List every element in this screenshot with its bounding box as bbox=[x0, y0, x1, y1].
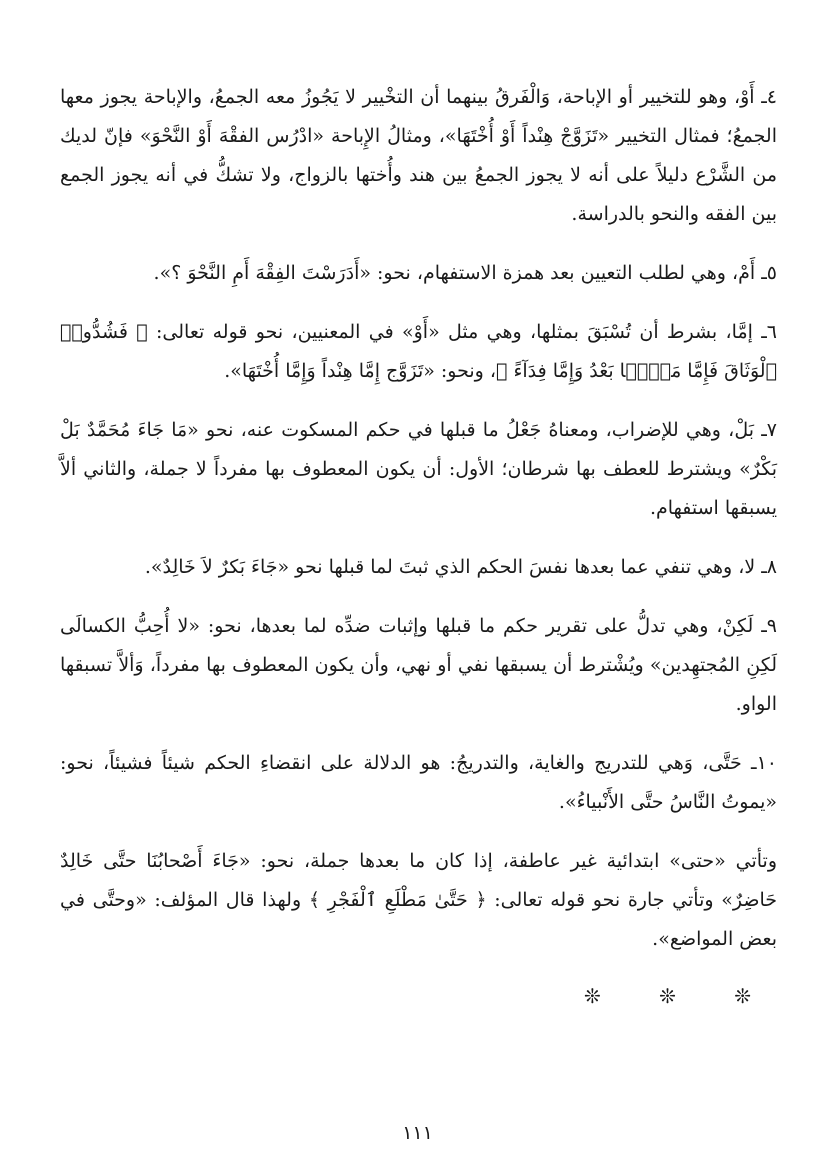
paragraph-la: ٨ـ لا، وهي تنفي عما بعدها نفسَ الحكم الذي ثبتَ لما قبلها نحو «جَاءَ بَكرٌ لاَ خَالِدٌ». bbox=[144, 556, 777, 578]
paragraph-aw: ٤ـ أَوْ، وهو للتخيير أو الإباحة، وَالْفَرقُ بينهما أن التخْيير لا يَجُوزُ معه الجمعُ، والإباحة يجوز معها الجمعُ؛ فمثال التخيير «تَزَوَّجْ هِنْداً أَوْ أُخْتَهَا»، ومثالُ الإِباحة «ادْرُس الفقْهَ أَوْ النَّحْوَ» فإنّ لديك من الشَّرْع دليلاً على أنه لا يجوز الجمعُ بين هند وأُختها بالزواج، ولا تشكُّ في أنه يجوز الجمع بين الفقه والنحو بالدراسة. bbox=[60, 86, 777, 225]
paragraph-am: ٥ـ أَمْ، وهي لطلب التعيين بعد همزة الاستفهام، نحو: «أَدَرَسْتَ الفِقْهَ أَمِ النَّحْوَ ؟». bbox=[153, 262, 777, 284]
paragraph-bal: ٧ـ بَلْ، وهي للإضراب، ومعناهُ جَعْلُ ما قبلها في حكم المسكوت عنه، نحو «مَا جَاءَ مُحَمَّدٌ بَلْ بَكْرٌ» ويشترط للعطف بها شرطان؛ الأول: أن يكون المعطوف بها مفرداً لا جملة، والثاني ألاَّ يسبقها استفهام. bbox=[60, 419, 777, 519]
paragraph-lakin: ٩ـ لَكِنْ، وهي تدلُّ على تقرير حكم ما قبلها وإثبات ضدِّه لما بعدها، نحو: «لا أُحِبُّ الكسالَى لَكِنِ المُجتهِدين» ويُشْترط أن يسبقها نفي أو نهي، وأن يكون المعطوف بها مفرداً، وَألاَّ تسبقها الواو. bbox=[60, 615, 777, 715]
paragraph-hatta: ١٠ـ حَتَّى، وَهي للتدريج والغاية، والتدريجُ: هو الدلالة على انقضاءِ الحكم شيئاً فشيئاً، نحو: «يموتُ النَّاسُ حتَّى الأَنْبياءُ». bbox=[60, 752, 777, 813]
page-body bbox=[60, 78, 777, 1016]
paragraph-imma: ٦ـ إمَّا، بشرط أن تُسْبَقَ بمثلها، وهي مثل «أَوْ» في المعنيين، نحو قوله تعالى: ﴿ فَشُدُّوا۟ ٱلْوَثَاقَ فَإِمَّا مَنًّۢا بَعْدُ وَإِمَّا فِدَآءً ﴾، ونحو: «تَزَوَّج إِمَّا هِنْداً وَإِمَّا أُخْتَهَا». bbox=[60, 321, 777, 382]
page-number: ١١١ bbox=[402, 1122, 433, 1144]
section-separator: ❊ ❊ ❊ bbox=[584, 984, 777, 1008]
paragraph-hatta-note: وتأتي «حتى» ابتدائية غير عاطفة، إذا كان ما بعدها جملة، نحو: «جَاءَ أَصْحابُنَا حتَّى خَالِدٌ حَاضِرٌ» وتأتي جارة نحو قوله تعالى: ﴿ حَتَّىٰ مَطْلَعِ ٱلْفَجْرِ ﴾ ولهذا قال المؤلف: «وحتَّى في بعض المواضع». bbox=[60, 850, 777, 950]
